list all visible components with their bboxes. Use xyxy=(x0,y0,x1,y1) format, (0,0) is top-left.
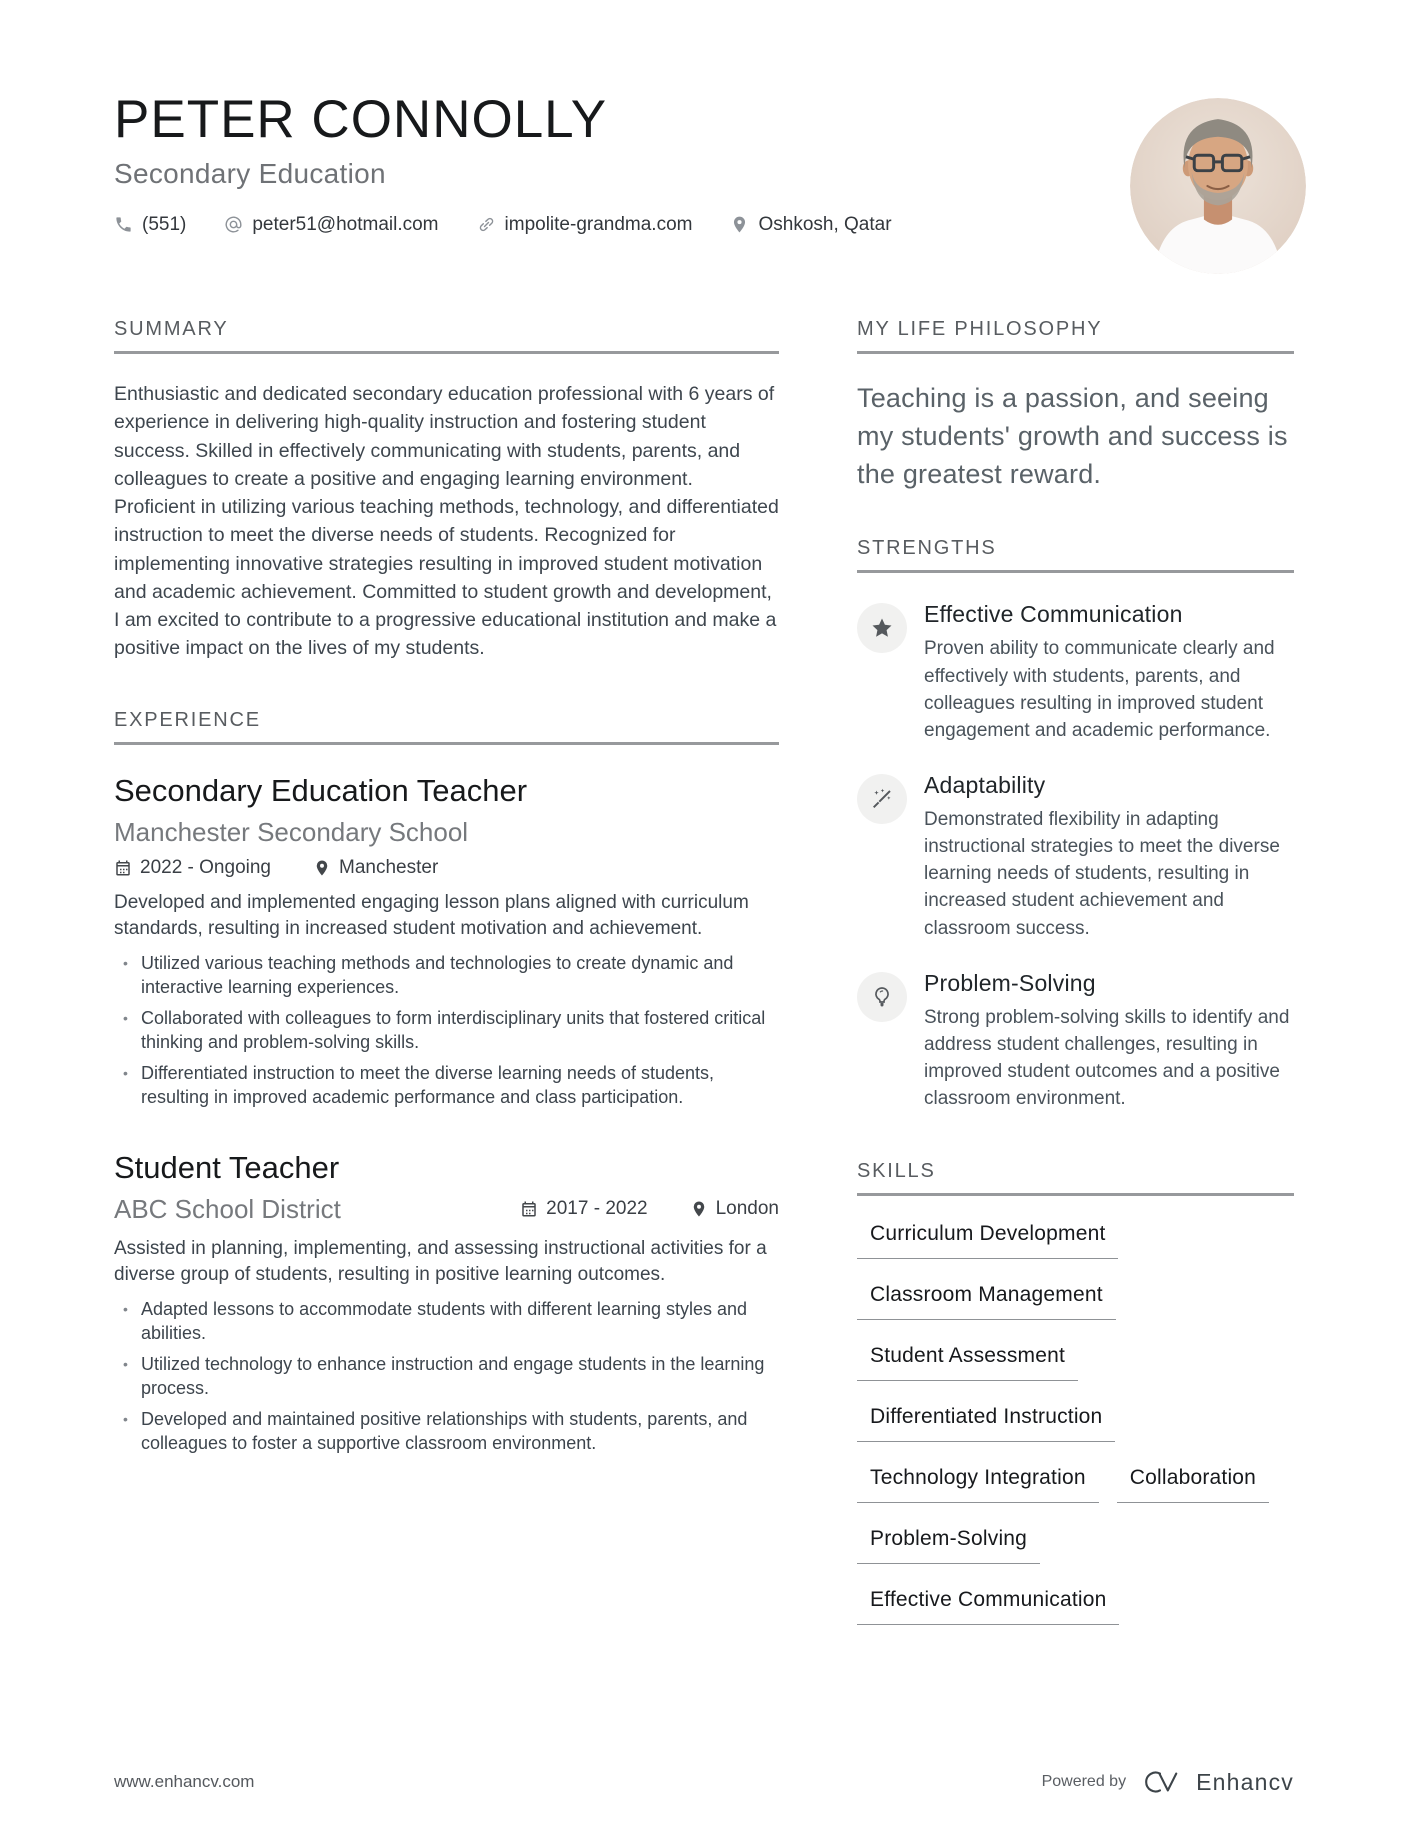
strength-icon-circle xyxy=(857,774,907,824)
at-icon xyxy=(224,215,243,234)
phone-icon xyxy=(114,215,133,234)
strength-title: Effective Communication xyxy=(924,601,1183,628)
strength-description: Demonstrated flexibility in adapting instructional strategies to meet the diverse learning needs of students, resulting in increased student achievement and classroom success. xyxy=(924,809,1280,939)
contact-website-text: impolite-grandma.com xyxy=(504,213,693,235)
footer-website-link[interactable]: www.enhancv.com xyxy=(114,1772,255,1791)
experience-heading: EXPERIENCE xyxy=(114,709,779,745)
left-column xyxy=(114,318,779,1641)
contact-location xyxy=(730,214,891,236)
footer-brand[interactable] xyxy=(1042,1768,1294,1796)
contact-email[interactable] xyxy=(224,214,438,236)
job-description: Assisted in planning, implementing, and assessing instructional activities for a diverse group of students, resulting in positive learning outcomes. xyxy=(114,1237,767,1286)
skill-tag: Classroom Management xyxy=(857,1275,1116,1320)
skill-tag: Curriculum Development xyxy=(857,1214,1118,1259)
contact-phone-text: (551) xyxy=(142,213,187,235)
strength-content xyxy=(924,970,1294,1113)
skills-list xyxy=(857,1214,1294,1641)
strength-title: Adaptability xyxy=(924,772,1046,799)
job-location xyxy=(690,1198,779,1220)
job-dates-text: 2022 - Ongoing xyxy=(140,856,271,878)
lightbulb-icon xyxy=(870,985,894,1009)
strength-description: Proven ability to communicate clearly and effectively with students, parents, and colleagues resulting in improved student engagement and academic performance. xyxy=(924,638,1275,741)
location-icon xyxy=(313,859,331,877)
strength-icon-circle xyxy=(857,972,907,1022)
star-icon xyxy=(870,616,894,640)
job-bullets xyxy=(114,951,779,1110)
person-name: PETER CONNOLLY xyxy=(114,90,608,149)
job-bullet: • Differentiated instruction to meet the diverse learning needs of students, resulting in improved academic performance and class participation. xyxy=(114,1061,779,1110)
strengths-section xyxy=(857,537,1294,1112)
job-company-row xyxy=(114,1194,779,1225)
job-location-text: Manchester xyxy=(339,856,439,878)
summary-section xyxy=(114,318,779,663)
job-location-text: London xyxy=(715,1197,779,1219)
contact-website[interactable] xyxy=(477,214,693,236)
skills-section xyxy=(857,1160,1294,1641)
contact-location-text: Oshkosh, Qatar xyxy=(758,213,892,235)
job-meta xyxy=(520,1198,779,1220)
enhancv-logo-icon xyxy=(1140,1768,1182,1796)
header xyxy=(114,92,1294,274)
profile-photo xyxy=(1130,98,1306,274)
contact-email-text: peter51@hotmail.com xyxy=(252,213,439,235)
contact-phone[interactable] xyxy=(114,214,186,236)
calendar-icon xyxy=(520,1200,538,1218)
skill-tag: Student Assessment xyxy=(857,1336,1078,1381)
strength-item xyxy=(857,772,1294,942)
footer xyxy=(114,1768,1294,1796)
job-location xyxy=(313,857,438,879)
strength-item xyxy=(857,601,1294,744)
job-title: Student Teacher xyxy=(114,1149,340,1185)
strength-item xyxy=(857,970,1294,1113)
calendar-icon xyxy=(114,859,132,877)
job-bullet: • Adapted lessons to accommodate students with different learning styles and abilities. xyxy=(114,1297,779,1346)
powered-by-label: Powered by xyxy=(1041,1773,1127,1790)
experience-entry xyxy=(114,1150,779,1456)
job-bullet: • Utilized various teaching methods and technologies to create dynamic and interactive learning experiences. xyxy=(114,951,779,1000)
job-bullets xyxy=(114,1297,779,1456)
strength-content xyxy=(924,772,1294,942)
experience-entry xyxy=(114,773,779,1110)
brand-name: Enhancv xyxy=(1196,1768,1294,1795)
job-dates xyxy=(520,1198,647,1220)
skill-tag: Differentiated Instruction xyxy=(857,1397,1115,1442)
strength-content xyxy=(924,601,1294,744)
job-company: Manchester Secondary School xyxy=(114,816,469,847)
strengths-heading: STRENGTHS xyxy=(857,537,1294,573)
summary-text: Enthusiastic and dedicated secondary education professional with 6 years of experience in delivering high-quality instruction and fostering student success. Skilled in effectively communicating with students, parents, and colleagues to create a positive and engaging learning environment. Proficient in utilizing various teaching methods, technology, and differentiated instruction to meet the diverse needs of students. Recognized for implementing innovative strategies resulting in improved student motivation and academic achievement. Committed to student growth and development, I am excited to contribute to a progressive educational institution and make a positive impact on the lives of my students. xyxy=(114,383,779,660)
experience-section xyxy=(114,709,779,1456)
skill-tag: Problem-Solving xyxy=(857,1519,1040,1564)
person-title: Secondary Education xyxy=(114,157,386,189)
job-company: ABC School District xyxy=(114,1193,341,1224)
portrait-illustration xyxy=(1130,98,1306,274)
job-description: Developed and implemented engaging lesson plans aligned with curriculum standards, resulting in increased student motivation and achievement. xyxy=(114,891,749,940)
skills-heading: SKILLS xyxy=(857,1160,1294,1196)
skill-tag: Effective Communication xyxy=(857,1580,1119,1625)
job-bullet: • Collaborated with colleagues to form interdisciplinary units that fostered critical thinking and problem-solving skills. xyxy=(114,1006,779,1055)
skill-tag: Collaboration xyxy=(1117,1458,1269,1503)
philosophy-section xyxy=(857,318,1294,493)
philosophy-text: Teaching is a passion, and seeing my students' growth and success is the greatest reward. xyxy=(857,383,1288,489)
philosophy-heading: MY LIFE PHILOSOPHY xyxy=(857,318,1294,354)
strength-title: Problem-Solving xyxy=(924,969,1096,996)
job-bullet: • Utilized technology to enhance instruction and engage students in the learning process. xyxy=(114,1352,779,1401)
magic-wand-icon xyxy=(870,787,894,811)
link-icon xyxy=(477,215,496,234)
job-dates xyxy=(114,857,271,879)
strength-icon-circle xyxy=(857,603,907,653)
main-content xyxy=(114,318,1294,1641)
right-column xyxy=(857,318,1294,1641)
contact-row xyxy=(114,214,892,236)
skill-tag: Technology Integration xyxy=(857,1458,1099,1503)
strength-description: Strong problem-solving skills to identify and address student challenges, resulting in improved student outcomes and a positive classroom environment. xyxy=(924,1006,1290,1110)
job-meta xyxy=(114,857,779,879)
summary-heading: SUMMARY xyxy=(114,318,779,354)
location-icon xyxy=(730,215,749,234)
job-bullet: • Developed and maintained positive relationships with students, parents, and colleagues to foster a supportive classroom environment. xyxy=(114,1407,779,1456)
job-title: Secondary Education Teacher xyxy=(114,772,528,808)
location-icon xyxy=(690,1200,708,1218)
job-dates-text: 2017 - 2022 xyxy=(546,1197,648,1219)
header-text xyxy=(114,92,892,236)
